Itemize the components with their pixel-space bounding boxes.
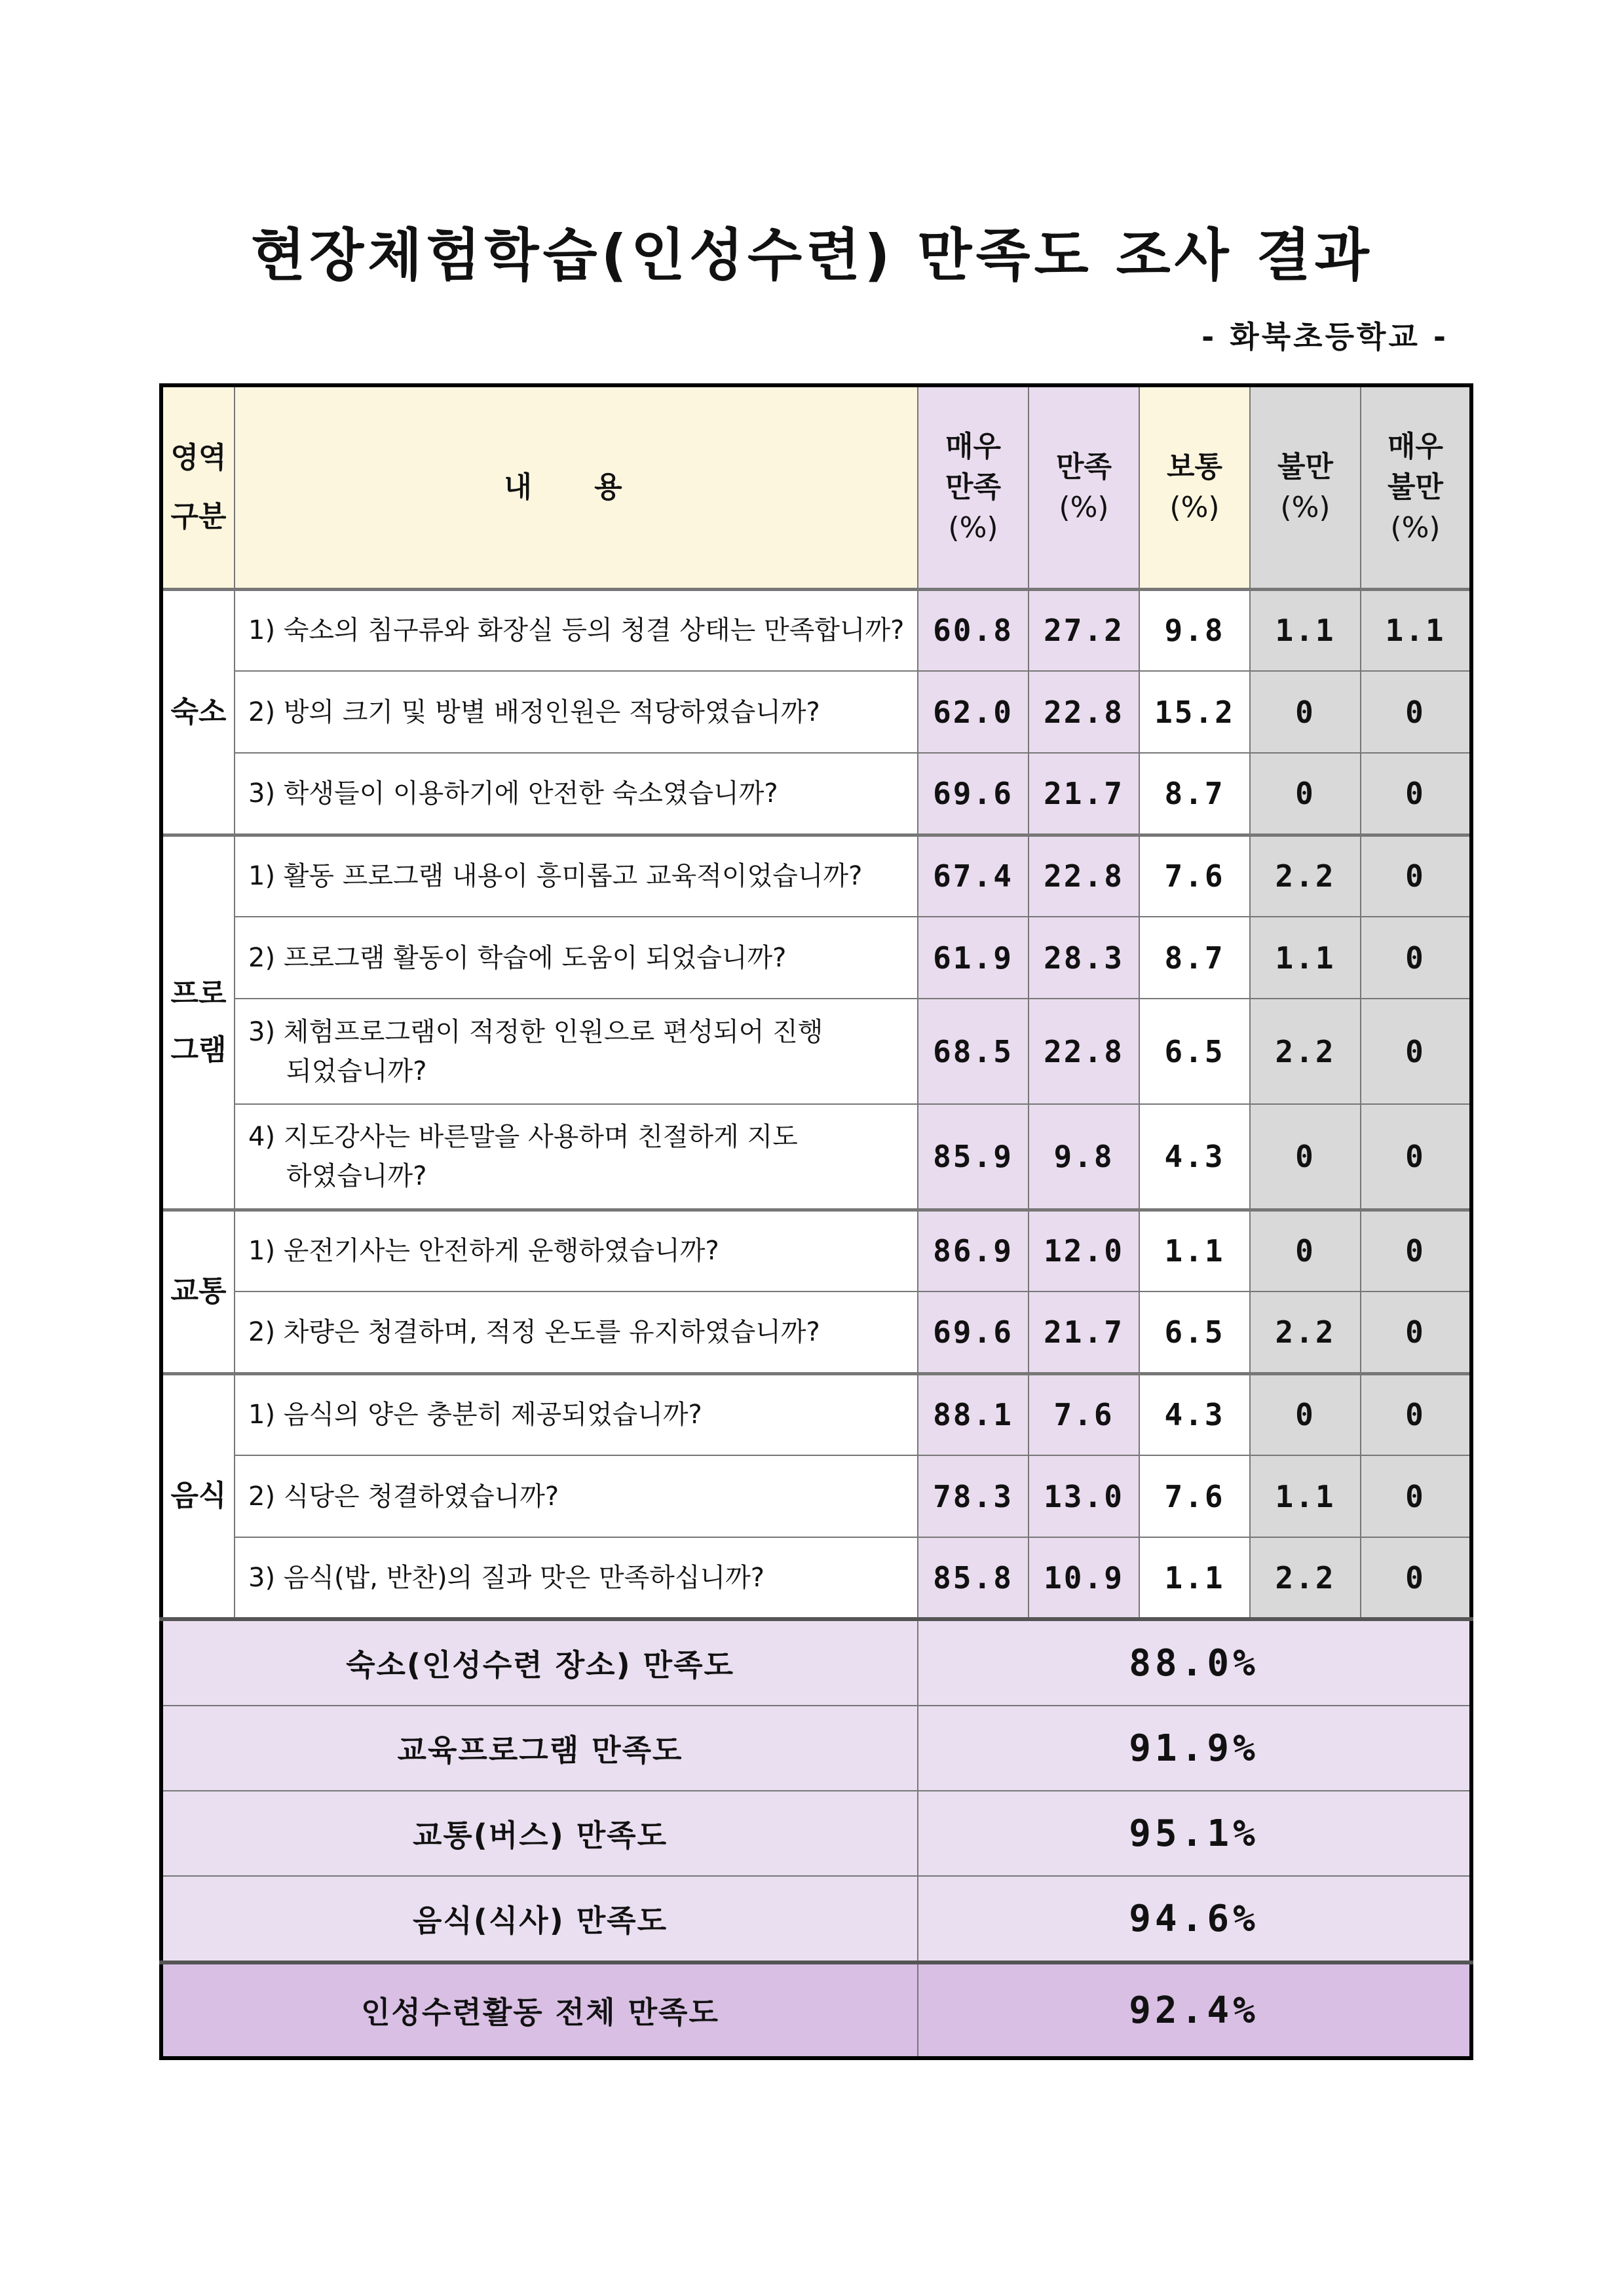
value-very-dissatisfied: 0	[1361, 1455, 1471, 1537]
value-very-satisfied: 85.9	[918, 1104, 1029, 1210]
summary-label: 교육프로그램 만족도	[161, 1706, 918, 1791]
value-very-dissatisfied: 0	[1361, 1292, 1471, 1373]
value-satisfied: 22.8	[1029, 671, 1139, 753]
value-satisfied: 22.8	[1029, 835, 1139, 917]
value-neutral: 15.2	[1139, 671, 1250, 753]
value-very-dissatisfied: 0	[1361, 753, 1471, 835]
value-very-satisfied: 85.8	[918, 1537, 1029, 1619]
summary-row	[161, 1706, 1471, 1791]
value-neutral: 6.5	[1139, 999, 1250, 1104]
table-row	[161, 1210, 1471, 1292]
value-very-dissatisfied: 0	[1361, 1373, 1471, 1455]
value-very-satisfied: 88.1	[918, 1373, 1029, 1455]
table-row	[161, 835, 1471, 917]
value-very-dissatisfied: 0	[1361, 1104, 1471, 1210]
summary-label: 교통(버스) 만족도	[161, 1791, 918, 1876]
header-neutral: 보통 (%)	[1139, 385, 1250, 589]
value-satisfied: 7.6	[1029, 1373, 1139, 1455]
header-very-dissatisfied: 매우 불만 (%)	[1361, 385, 1471, 589]
value-dissatisfied: 0	[1250, 1210, 1361, 1292]
value-dissatisfied: 0	[1250, 1104, 1361, 1210]
summary-row	[161, 1876, 1471, 1962]
value-neutral: 1.1	[1139, 1210, 1250, 1292]
value-very-dissatisfied: 1.1	[1361, 589, 1471, 671]
summary-value: 88.0%	[918, 1619, 1471, 1706]
value-dissatisfied: 0	[1250, 753, 1361, 835]
question-text: 2) 차량은 청결하며, 적정 온도를 유지하였습니까?	[235, 1292, 918, 1373]
summary-row	[161, 1619, 1471, 1706]
question-text: 1) 숙소의 침구류와 화장실 등의 청결 상태는 만족합니까?	[235, 589, 918, 671]
area-transport: 교통	[161, 1210, 235, 1373]
summary-label: 음식(식사) 만족도	[161, 1876, 918, 1962]
header-very-satisfied: 매우 만족 (%)	[918, 385, 1029, 589]
question-text: 3) 체험프로그램이 적정한 인원으로 편성되어 진행 되었습니까?	[235, 999, 918, 1104]
value-very-satisfied: 61.9	[918, 917, 1029, 999]
value-very-dissatisfied: 0	[1361, 999, 1471, 1104]
school-name: - 화북초등학교 -	[1201, 319, 1448, 354]
value-neutral: 4.3	[1139, 1104, 1250, 1210]
summary-value: 94.6%	[918, 1876, 1471, 1962]
header-dissatisfied: 불만 (%)	[1250, 385, 1361, 589]
value-very-dissatisfied: 0	[1361, 671, 1471, 753]
summary-label: 숙소(인성수련 장소) 만족도	[161, 1619, 918, 1706]
value-satisfied: 22.8	[1029, 999, 1139, 1104]
summary-row	[161, 1791, 1471, 1876]
value-very-satisfied: 78.3	[918, 1455, 1029, 1537]
area-accommodation: 숙소	[161, 589, 235, 835]
header-row	[161, 385, 1471, 589]
value-very-dissatisfied: 0	[1361, 1537, 1471, 1619]
value-very-dissatisfied: 0	[1361, 1210, 1471, 1292]
question-text: 1) 활동 프로그램 내용이 흥미롭고 교육적이었습니까?	[235, 835, 918, 917]
table-row	[161, 1373, 1471, 1455]
question-text: 4) 지도강사는 바른말을 사용하며 친절하게 지도 하였습니까?	[235, 1104, 918, 1210]
value-neutral: 4.3	[1139, 1373, 1250, 1455]
header-content: 내 용	[235, 385, 918, 589]
value-dissatisfied: 1.1	[1250, 917, 1361, 999]
area-program: 프로 그램	[161, 835, 235, 1210]
table-row	[161, 671, 1471, 753]
question-text: 2) 식당은 청결하였습니까?	[235, 1455, 918, 1537]
value-neutral: 7.6	[1139, 1455, 1250, 1537]
value-very-satisfied: 69.6	[918, 1292, 1029, 1373]
value-neutral: 8.7	[1139, 753, 1250, 835]
page-title: 현장체험학습(인성수련) 만족도 조사 결과	[251, 223, 1373, 288]
value-very-dissatisfied: 0	[1361, 835, 1471, 917]
table-row	[161, 1537, 1471, 1619]
value-dissatisfied: 2.2	[1250, 1537, 1361, 1619]
question-text: 3) 학생들이 이용하기에 안전한 숙소였습니까?	[235, 753, 918, 835]
value-very-satisfied: 62.0	[918, 671, 1029, 753]
value-very-satisfied: 60.8	[918, 589, 1029, 671]
value-dissatisfied: 2.2	[1250, 999, 1361, 1104]
value-neutral: 7.6	[1139, 835, 1250, 917]
value-dissatisfied: 1.1	[1250, 1455, 1361, 1537]
value-very-satisfied: 86.9	[918, 1210, 1029, 1292]
table-row	[161, 917, 1471, 999]
value-very-satisfied: 69.6	[918, 753, 1029, 835]
question-text: 1) 운전기사는 안전하게 운행하였습니까?	[235, 1210, 918, 1292]
value-dissatisfied: 0	[1250, 671, 1361, 753]
value-very-dissatisfied: 0	[1361, 917, 1471, 999]
value-very-satisfied: 68.5	[918, 999, 1029, 1104]
summary-value: 91.9%	[918, 1706, 1471, 1791]
total-value: 92.4%	[918, 1962, 1471, 2058]
value-dissatisfied: 2.2	[1250, 835, 1361, 917]
table-row	[161, 753, 1471, 835]
value-neutral: 8.7	[1139, 917, 1250, 999]
value-neutral: 1.1	[1139, 1537, 1250, 1619]
table-row	[161, 1292, 1471, 1373]
value-dissatisfied: 2.2	[1250, 1292, 1361, 1373]
table-row	[161, 1104, 1471, 1210]
total-row	[161, 1962, 1471, 2058]
value-neutral: 9.8	[1139, 589, 1250, 671]
value-satisfied: 13.0	[1029, 1455, 1139, 1537]
header-satisfied: 만족 (%)	[1029, 385, 1139, 589]
summary-value: 95.1%	[918, 1791, 1471, 1876]
survey-results-table	[159, 383, 1473, 2060]
value-satisfied: 10.9	[1029, 1537, 1139, 1619]
question-text: 3) 음식(밥, 반찬)의 질과 맛은 만족하십니까?	[235, 1537, 918, 1619]
total-label: 인성수련활동 전체 만족도	[161, 1962, 918, 2058]
value-satisfied: 21.7	[1029, 753, 1139, 835]
question-text: 2) 방의 크기 및 방별 배정인원은 적당하였습니까?	[235, 671, 918, 753]
question-text: 1) 음식의 양은 충분히 제공되었습니까?	[235, 1373, 918, 1455]
value-neutral: 6.5	[1139, 1292, 1250, 1373]
question-text: 2) 프로그램 활동이 학습에 도움이 되었습니까?	[235, 917, 918, 999]
value-satisfied: 28.3	[1029, 917, 1139, 999]
value-dissatisfied: 1.1	[1250, 589, 1361, 671]
table-row	[161, 589, 1471, 671]
value-satisfied: 9.8	[1029, 1104, 1139, 1210]
value-satisfied: 12.0	[1029, 1210, 1139, 1292]
value-satisfied: 27.2	[1029, 589, 1139, 671]
area-food: 음식	[161, 1373, 235, 1619]
value-very-satisfied: 67.4	[918, 835, 1029, 917]
table-row	[161, 999, 1471, 1104]
value-satisfied: 21.7	[1029, 1292, 1139, 1373]
value-dissatisfied: 0	[1250, 1373, 1361, 1455]
header-area: 영역 구분	[161, 385, 235, 589]
table-row	[161, 1455, 1471, 1537]
